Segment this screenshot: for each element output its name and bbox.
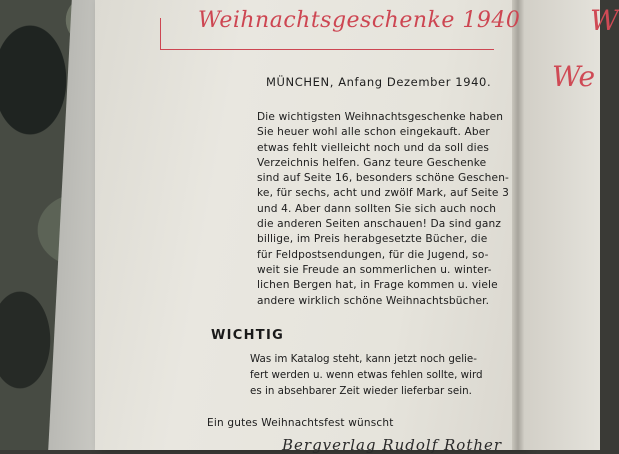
important-heading: WICHTIG <box>211 328 285 343</box>
body-line: lichen Bergen hat, in Frage kommen u. viele <box>257 279 498 292</box>
dateline: MÜNCHEN, Anfang Dezember 1940. <box>266 75 492 89</box>
body-line: Sie heuer wohl alle schon eingekauft. Aber <box>257 126 490 139</box>
facing-page-title: We <box>552 60 596 93</box>
body-line: und 4. Aber dann sollten Sie sich auch noch <box>257 202 497 215</box>
important-note <box>250 351 483 399</box>
body-line: Die wichtigsten Weihnachtsgeschenke haben <box>257 111 504 123</box>
note-line: fert werden u. wenn etwas fehlen sollte, wird <box>250 369 483 381</box>
body-line: andere wirklich schöne Weihnachtsbücher. <box>257 294 490 307</box>
title-rule-horizontal <box>160 49 494 50</box>
body-line: weit sie Freude an sommerlichen u. winter- <box>257 263 492 276</box>
body-line: für Feldpostsendungen, für die Jugend, so- <box>257 248 489 261</box>
title-rule-vertical <box>160 18 161 50</box>
body-line: sind auf Seite 16, besonders schöne Geschen- <box>257 172 510 185</box>
note-line: Was im Katalog steht, kann jetzt noch gelie- <box>250 353 477 365</box>
facing-page-title-top: W <box>590 4 619 37</box>
body-line: Verzeichnis helfen. Ganz teure Geschenke <box>257 156 487 169</box>
page-title: Weihnachtsgeschenke 1940 <box>198 8 521 33</box>
body-line: billige, im Preis herabgesetzte Bücher, die <box>257 233 488 246</box>
body-line: ke, für sechs, acht und zwölf Mark, auf Seite 3 <box>257 187 509 200</box>
closing-line: Ein gutes Weihnachtsfest wünscht <box>207 417 394 429</box>
body-line: die anderen Seiten anschauen! Da sind ganz <box>257 218 502 231</box>
body-paragraph <box>257 110 510 309</box>
signature: Bergverlag Rudolf Rother <box>282 436 503 454</box>
note-line: es in absehbarer Zeit wieder lieferbar sein. <box>250 385 472 397</box>
booklet-spine <box>512 0 524 450</box>
body-line: etwas fehlt vielleicht noch und da soll dies <box>257 141 490 154</box>
